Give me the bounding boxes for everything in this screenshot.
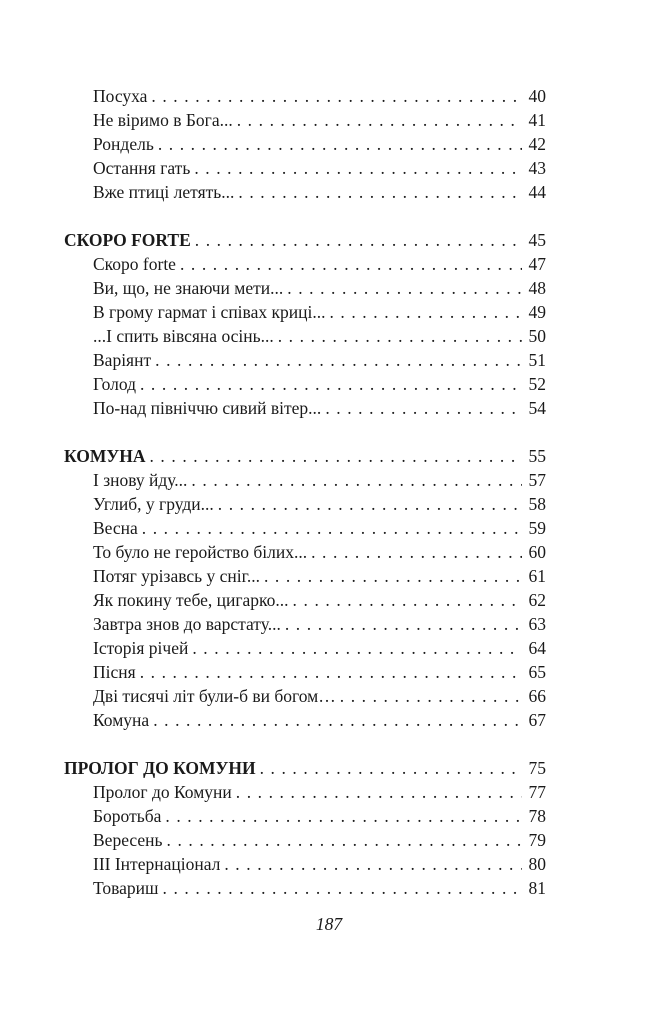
dot-leader	[163, 876, 522, 900]
toc-section	[0, 84, 658, 204]
dot-leader	[287, 276, 522, 300]
dot-leader	[140, 660, 522, 684]
page-ref: 47	[528, 254, 546, 274]
dot-leader	[194, 156, 522, 180]
entry-title: Не віримо в Бога...	[93, 110, 233, 130]
entry-title: Варіянт	[93, 350, 152, 370]
dot-leader	[311, 540, 522, 564]
page-ref: 58	[528, 494, 546, 514]
page-ref: 61	[528, 566, 546, 586]
toc-entry[interactable]	[93, 348, 546, 372]
page-ref: 77	[528, 782, 546, 802]
dot-leader	[155, 348, 522, 372]
entry-title: ...І спить вівсяна осінь...	[93, 326, 274, 346]
toc-section-heading[interactable]	[64, 228, 546, 252]
page-ref: 67	[528, 710, 546, 730]
entry-title: Весна	[93, 518, 138, 538]
dot-leader	[218, 492, 522, 516]
entry-title: Голод	[93, 374, 136, 394]
dot-leader	[167, 828, 523, 852]
page-ref: 41	[528, 110, 546, 130]
entry-title: Углиб, у груди...	[93, 494, 214, 514]
toc-entry[interactable]	[93, 852, 546, 876]
toc-entry[interactable]	[93, 156, 546, 180]
page-ref: 66	[528, 686, 546, 706]
page-number: 187	[315, 914, 343, 934]
toc-entry[interactable]	[93, 828, 546, 852]
table-of-contents	[0, 84, 658, 924]
dot-leader	[140, 372, 522, 396]
toc-entry[interactable]	[93, 252, 546, 276]
dot-leader	[325, 396, 522, 420]
page-ref: 55	[528, 446, 546, 466]
entry-title: Історія річей	[93, 638, 189, 658]
page-ref: 80	[528, 854, 546, 874]
dot-leader	[340, 684, 522, 708]
toc-entry[interactable]	[93, 804, 546, 828]
entry-title: По-над північчю сивий вітер...	[93, 398, 322, 418]
toc-entry[interactable]	[93, 540, 546, 564]
page-ref: 60	[528, 542, 546, 562]
toc-entry[interactable]	[93, 492, 546, 516]
toc-entry[interactable]	[93, 84, 546, 108]
dot-leader	[329, 300, 522, 324]
toc-section	[0, 444, 658, 732]
dot-leader	[191, 468, 522, 492]
page-ref: 62	[528, 590, 546, 610]
entry-title: Скоро forte	[93, 254, 176, 274]
page-ref: 48	[528, 278, 546, 298]
section-title: СКОРО FORTE	[64, 230, 191, 250]
page-ref: 81	[528, 878, 546, 898]
toc-entry[interactable]	[93, 468, 546, 492]
toc-entry[interactable]	[93, 132, 546, 156]
page-ref: 65	[528, 662, 546, 682]
toc-entry[interactable]	[93, 780, 546, 804]
page-ref: 64	[528, 638, 546, 658]
toc-entry[interactable]	[93, 516, 546, 540]
entry-title: Комуна	[93, 710, 150, 730]
page-ref: 45	[528, 230, 546, 250]
dot-leader	[285, 612, 522, 636]
page-ref: 79	[528, 830, 546, 850]
toc-section	[0, 228, 658, 420]
toc-entry[interactable]	[93, 708, 546, 732]
entry-title: ІІІ Інтернаціонал	[93, 854, 221, 874]
dot-leader	[153, 708, 522, 732]
dot-leader	[151, 84, 522, 108]
toc-section	[0, 756, 658, 900]
toc-section-heading[interactable]	[64, 756, 546, 780]
toc-entry[interactable]	[93, 372, 546, 396]
dot-leader	[293, 588, 522, 612]
dot-leader	[236, 780, 522, 804]
page-ref: 59	[528, 518, 546, 538]
dot-leader	[224, 852, 522, 876]
dot-leader	[165, 804, 522, 828]
toc-entry[interactable]	[93, 276, 546, 300]
page-ref: 44	[528, 182, 546, 202]
entry-title: Посуха	[93, 86, 148, 106]
entry-title: Рондель	[93, 134, 154, 154]
toc-entry[interactable]	[93, 180, 546, 204]
dot-leader	[278, 324, 522, 348]
dot-leader	[158, 132, 522, 156]
page-ref: 49	[528, 302, 546, 322]
entry-title: Вересень	[93, 830, 163, 850]
page-ref: 50	[528, 326, 546, 346]
entry-title: Остання гать	[93, 158, 191, 178]
section-title: КОМУНА	[64, 446, 146, 466]
entry-title: Пісня	[93, 662, 136, 682]
toc-entry[interactable]	[93, 684, 546, 708]
toc-entry[interactable]	[93, 396, 546, 420]
entry-title: Товариш	[93, 878, 159, 898]
page-ref: 40	[528, 86, 546, 106]
toc-entry[interactable]	[93, 588, 546, 612]
dot-leader	[149, 444, 522, 468]
entry-title: Потяг урізавсь у сніг...	[93, 566, 260, 586]
section-title: ПРОЛОГ ДО КОМУНИ	[64, 758, 256, 778]
toc-entry[interactable]	[93, 108, 546, 132]
page-ref: 63	[528, 614, 546, 634]
dot-leader	[237, 108, 522, 132]
entry-title: Дві тисячі літ були-б ви богом…	[93, 686, 336, 706]
entry-title: І знову йду...	[93, 470, 188, 490]
page-ref: 78	[528, 806, 546, 826]
toc-entry[interactable]	[93, 324, 546, 348]
toc-entry[interactable]	[93, 660, 546, 684]
dot-leader	[238, 180, 522, 204]
entry-title: Завтра знов до варстату...	[93, 614, 281, 634]
page-ref: 52	[528, 374, 546, 394]
dot-leader	[195, 228, 522, 252]
entry-title: То було не геройство білих...	[93, 542, 308, 562]
dot-leader	[260, 756, 522, 780]
page-ref: 51	[528, 350, 546, 370]
toc-section-heading[interactable]	[64, 444, 546, 468]
entry-title: Пролог до Комуни	[93, 782, 232, 802]
toc-entry[interactable]	[93, 876, 546, 900]
toc-entry[interactable]	[93, 636, 546, 660]
dot-leader	[180, 252, 522, 276]
page-ref: 75	[528, 758, 546, 778]
toc-entry[interactable]	[93, 300, 546, 324]
toc-entry[interactable]	[93, 564, 546, 588]
entry-title: Вже птиці летять...	[93, 182, 235, 202]
dot-leader	[264, 564, 522, 588]
entry-title: Ви, що, не знаючи мети...	[93, 278, 284, 298]
dot-leader	[142, 516, 522, 540]
dot-leader	[192, 636, 522, 660]
page-ref: 43	[528, 158, 546, 178]
page-ref: 54	[528, 398, 546, 418]
entry-title: В грому гармат і співах криці...	[93, 302, 326, 322]
toc-entry[interactable]	[93, 612, 546, 636]
page-ref: 57	[528, 470, 546, 490]
page-ref: 42	[528, 134, 546, 154]
entry-title: Як покину тебе, цигарко...	[93, 590, 289, 610]
entry-title: Боротьба	[93, 806, 162, 826]
